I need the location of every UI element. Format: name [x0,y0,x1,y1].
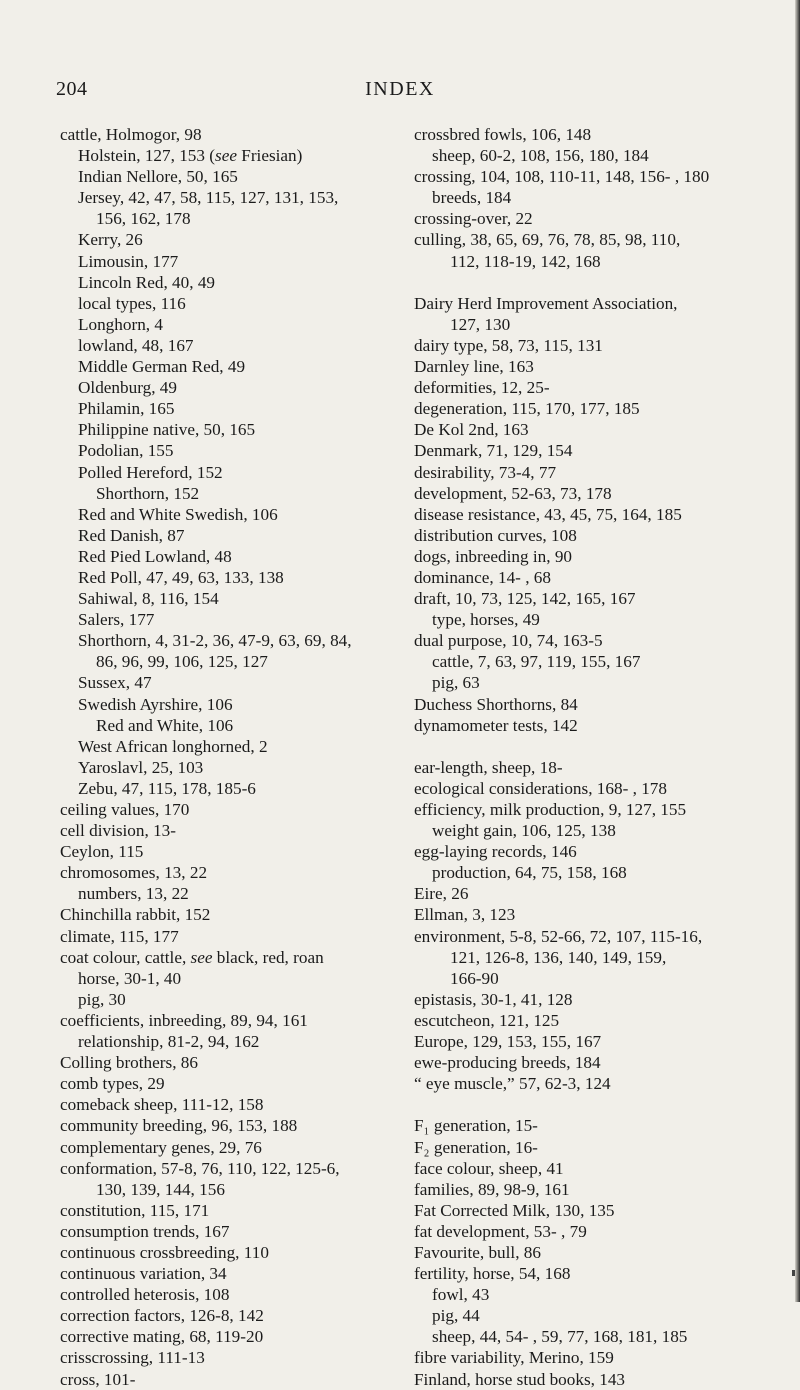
index-entry: deformities, 12, 25- [414,378,550,398]
index-subentry: Polled Hereford, 152 [78,462,223,482]
index-subentry: Red Poll, 47, 49, 63, 133, 138 [78,567,284,587]
index-entry: dairy type, 58, 73, 115, 131 [414,335,603,355]
index-subentry: Shorthorn, 152 [96,483,200,503]
index-entry: F₁ generation, 15- [414,1116,538,1136]
index-entry: complementary genes, 29, 76 [60,1137,262,1157]
index-entry: crossing, 104, 108, 110-11, 148, 156- , 180 [414,167,710,187]
index-subentry: sheep, 60-2, 108, 156, 180, 184 [432,146,649,166]
index-entry: cell division, 13- [60,821,176,841]
scan-mark [792,1270,795,1276]
index-subentry: 112, 118-19, 142, 168 [450,251,601,271]
index-entry: corrective mating, 68, 119-20 [60,1327,264,1347]
page-edge-shadow [795,0,800,1302]
index-entry: families, 89, 98-9, 161 [414,1179,570,1199]
index-entry: dynamometer tests, 142 [414,715,578,735]
index-subentry: Red and White Swedish, 106 [78,504,278,524]
index-subentry: 121, 126-8, 136, 140, 149, 159, [450,947,667,967]
index-subentry: Red and White, 106 [96,715,234,735]
index-subentry: relationship, 81-2, 94, 162 [78,1032,260,1052]
index-subentry: Philamin, 165 [78,399,175,419]
index-entry: epistasis, 30-1, 41, 128 [414,989,573,1009]
index-entry: “ eye muscle,” 57, 62-3, 124 [414,1074,611,1094]
index-entry: F₂ generation, 16- [414,1137,538,1157]
index-entry: efficiency, milk production, 9, 127, 155 [414,800,687,819]
index-subentry: 156, 162, 178 [96,209,191,229]
index-entry: correction factors, 126-8, 142 [60,1306,264,1326]
index-entry: Chinchilla rabbit, 152 [60,905,211,925]
index-entry: comb types, 29 [60,1074,165,1094]
index-subentry: Zebu, 47, 115, 178, 185-6 [78,778,256,798]
index-entry: Ellman, 3, 123 [414,905,516,925]
index-entry: fibre variability, Merino, 159 [414,1348,614,1368]
index-subentry: 166-90 [450,968,499,988]
section-gap [414,1094,766,1115]
index-subentry: pig, 44 [432,1306,480,1326]
index-subentry: Philippine native, 50, 165 [78,420,256,440]
index-subentry: fowl, 43 [432,1285,490,1305]
index-entry: crossbred fowls, 106, 148 [414,125,592,144]
index-entry: chromosomes, 13, 22 [60,863,208,883]
index-subentry: Sussex, 47 [78,673,152,693]
index-entry: fertility, horse, 54, 168 [414,1264,571,1284]
index-entry: conformation, 57-8, 76, 110, 122, 125-6, [60,1158,340,1178]
see-reference: see [215,146,237,166]
index-entry: Finland, horse stud books, 143 [414,1369,626,1389]
index-subentry: Oldenburg, 49 [78,378,177,398]
index-entry: comeback sheep, 111-12, 158 [60,1095,264,1115]
index-subentry: Red Danish, 87 [78,525,185,545]
index-subentry: Lincoln Red, 40, 49 [78,272,216,292]
index-column-right [414,124,766,1390]
index-entry: Dairy Herd Improvement Association, [414,293,678,313]
index-subentry: West African longhorned, 2 [78,736,268,756]
index-entry: cross, 101- [60,1369,136,1389]
index-subentry: Shorthorn, 4, 31-2, 36, 47-9, 63, 69, 84, [78,631,352,651]
index-subentry: Middle German Red, 49 [78,357,246,377]
index-entry: environment, 5-8, 52-66, 72, 107, 115-16, [414,926,703,946]
index-entry: Eire, 26 [414,884,469,904]
index-entry: Duchess Shorthorns, 84 [414,694,578,714]
index-entry: consumption trends, 167 [60,1221,230,1241]
index-entry: fat development, 53- , 79 [414,1221,587,1241]
index-entry: dual purpose, 10, 74, 163-5 [414,631,603,651]
index-entry: egg-laying records, 146 [414,842,577,862]
index-entry: crisscrossing, 111-13 [60,1348,205,1368]
index-entry: ewe-producing breeds, 184 [414,1053,601,1073]
index-entry: draft, 10, 73, 125, 142, 165, 167 [414,589,636,609]
index-subentry: Longhorn, 4 [78,314,163,334]
index-entry: De Kol 2nd, 163 [414,420,529,440]
index-entry: disease resistance, 43, 45, 75, 164, 185 [414,504,682,524]
index-entry: Fat Corrected Milk, 130, 135 [414,1200,615,1220]
index-entry: Darnley line, 163 [414,357,534,377]
index-subentry: numbers, 13, 22 [78,884,189,904]
index-entry: distribution curves, 108 [414,525,577,545]
index-entry: coefficients, inbreeding, 89, 94, 161 [60,1010,308,1030]
index-entry: dogs, inbreeding in, 90 [414,546,573,566]
index-subentry: production, 64, 75, 158, 168 [432,863,627,883]
index-subentry: breeds, 184 [432,188,512,208]
see-reference: see [190,947,213,967]
index-subentry: Kerry, 26 [78,230,143,250]
page-header [0,78,800,108]
index-subentry: local types, 116 [78,293,186,313]
index-entry: continuous crossbreeding, 110 [60,1242,269,1262]
section-gap [414,736,766,757]
index-entry: ecological considerations, 168- , 178 [414,778,667,798]
running-head: INDEX [365,78,435,100]
index-subentry: lowland, 48, 167 [78,335,194,355]
index-subentry: Indian Nellore, 50, 165 [78,167,238,187]
index-entry: dominance, 14- , 68 [414,567,551,587]
index-entry: Ceylon, 115 [60,842,144,862]
index-subentry: Jersey, 42, 47, 58, 115, 127, 131, 153, [78,188,339,208]
index-subentry: type, horses, 49 [432,610,540,630]
index-entry: community breeding, 96, 153, 188 [60,1116,298,1136]
index-subentry: Limousin, 177 [78,251,179,271]
index-entry: development, 52-63, 73, 178 [414,483,612,503]
index-subentry: Yaroslavl, 25, 103 [78,757,204,777]
section-gap [414,272,766,293]
index-subentry: sheep, 44, 54- , 59, 77, 168, 181, 185 [432,1327,688,1347]
index-subentry: Sahiwal, 8, 116, 154 [78,589,219,609]
index-entry: controlled heterosis, 108 [60,1285,230,1305]
index-subentry: weight gain, 106, 125, 138 [432,821,616,841]
index-subentry: Red Pied Lowland, 48 [78,546,232,566]
index-subentry: pig, 63 [432,673,480,693]
index-entry: Denmark, 71, 129, 154 [414,441,573,461]
index-entry: Colling brothers, 86 [60,1053,198,1073]
index-entry: face colour, sheep, 41 [414,1158,564,1178]
index-entry: coat colour, cattle, see black, red, roan [60,947,324,967]
index-subentry: 127, 130 [450,314,511,334]
index-subentry: Podolian, 155 [78,441,174,461]
index-entry: climate, 115, 177 [60,926,179,946]
index-entry: Europe, 129, 153, 155, 167 [414,1032,602,1052]
index-entry: desirability, 73-4, 77 [414,462,557,482]
index-subentry: Swedish Ayrshire, 106 [78,694,233,714]
index-entry: constitution, 115, 171 [60,1200,210,1220]
page-number: 204 [56,78,88,100]
index-subentry: 86, 96, 99, 106, 125, 127 [96,652,268,672]
index-entry: continuous variation, 34 [60,1264,227,1284]
index-subentry: horse, 30-1, 40 [78,968,182,988]
index-entry: ceiling values, 170 [60,800,190,819]
index-entry: culling, 38, 65, 69, 76, 78, 85, 98, 110, [414,230,681,250]
index-column-left [60,124,398,1390]
index-subentry: pig, 30 [78,989,126,1009]
index-entry: cattle, Holmogor, 98 [60,125,202,144]
index-subentry: Salers, 177 [78,610,155,630]
index-entry: ear-length, sheep, 18- [414,757,563,777]
index-subentry: Holstein, 127, 153 (see Friesian) [78,146,303,166]
index-entry: escutcheon, 121, 125 [414,1010,560,1030]
index-subentry: 130, 139, 144, 156 [96,1179,225,1199]
index-entry: crossing-over, 22 [414,209,533,229]
index-entry: Favourite, bull, 86 [414,1242,541,1262]
index-entry: degeneration, 115, 170, 177, 185 [414,399,640,419]
index-subentry: cattle, 7, 63, 97, 119, 155, 167 [432,652,641,672]
